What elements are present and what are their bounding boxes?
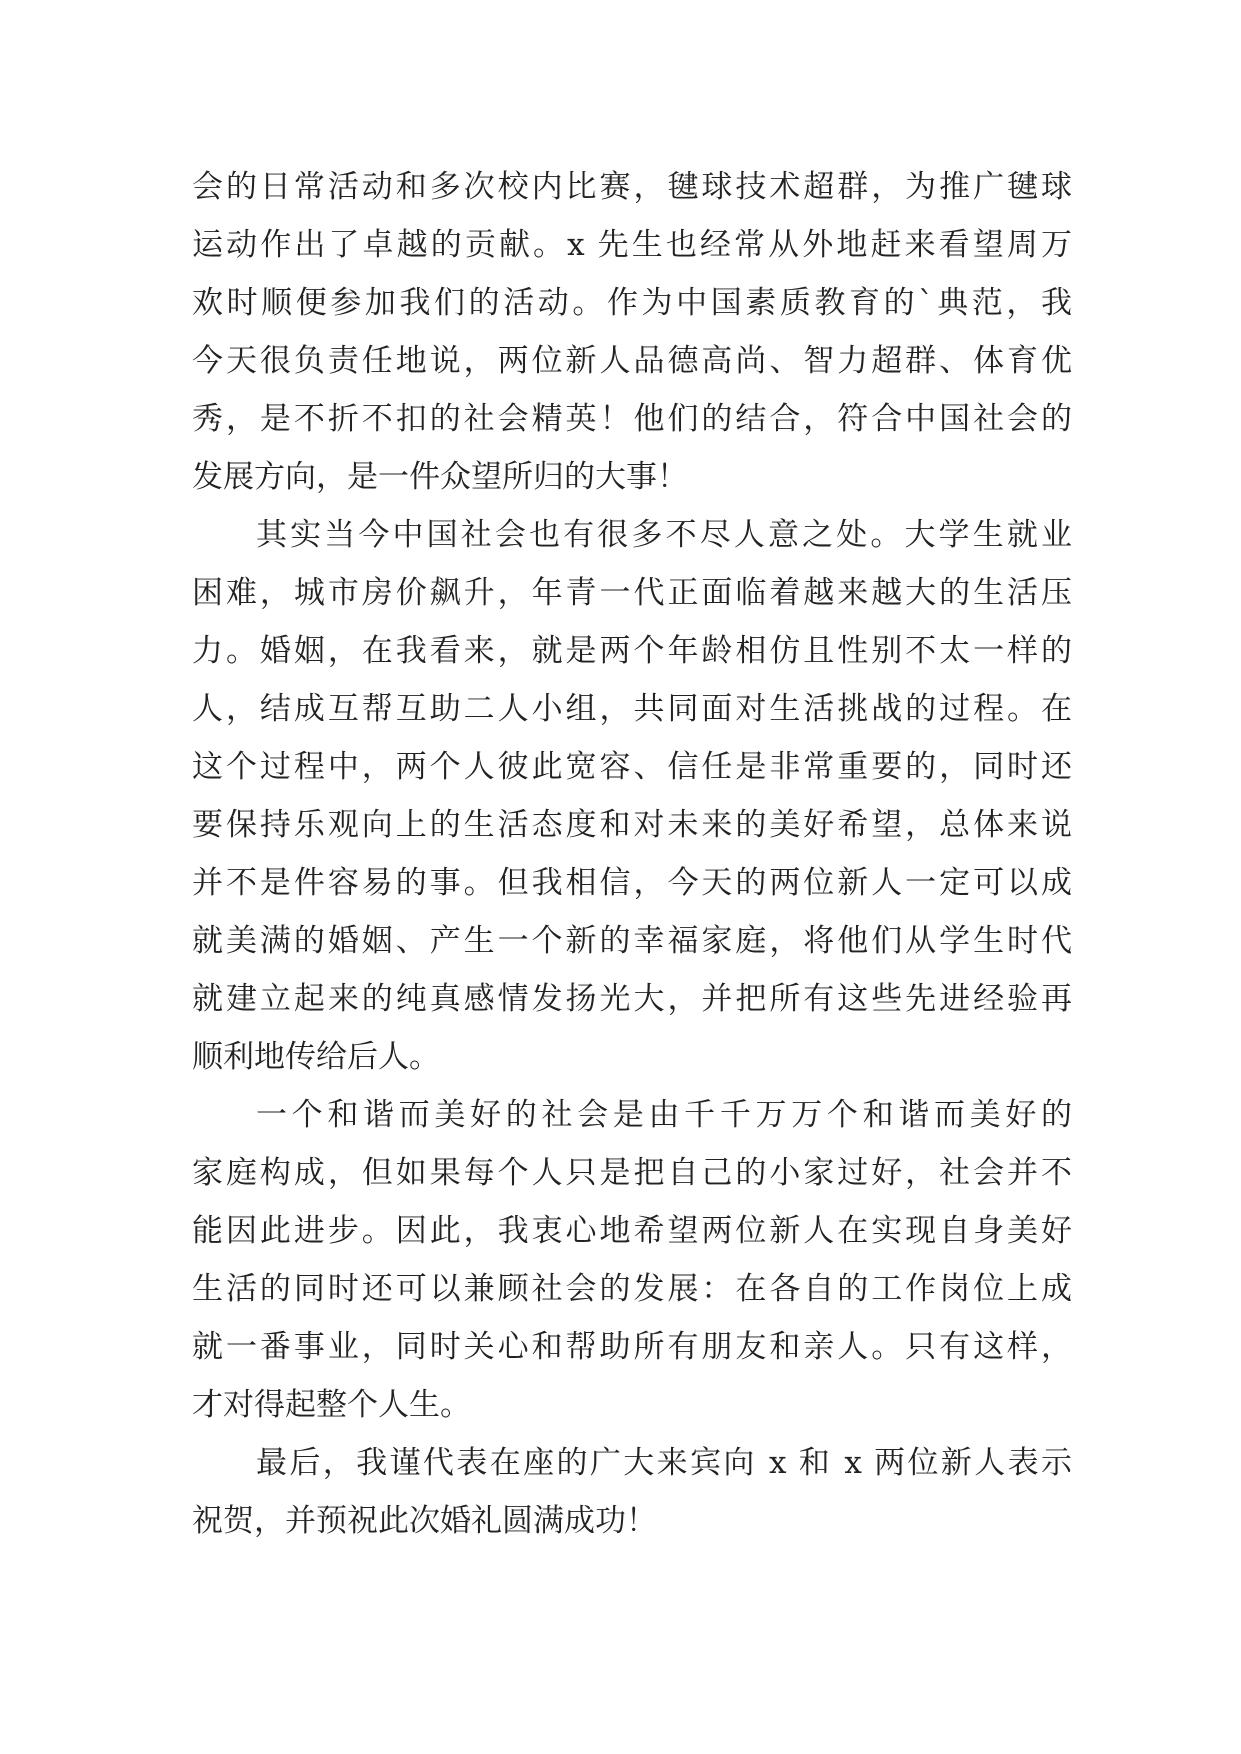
paragraph-2 <box>192 506 1072 1086</box>
text-line: 欢时顺便参加我们的活动。作为中国素质教育的`典范，我 <box>192 285 1072 321</box>
text-line: 就建立起来的纯真感情发扬光大，并把所有这些先进经验再 <box>192 981 1072 1017</box>
text-line: 祝贺，并预祝此次婚礼圆满成功！ <box>192 1503 657 1539</box>
text-line: 顺利地传给后人。 <box>192 1039 440 1075</box>
text-line: 要保持乐观向上的生活态度和对未来的美好希望，总体来说 <box>192 807 1072 843</box>
text-line: 今天很负责任地说，两位新人品德高尚、智力超群、体育优 <box>192 343 1072 379</box>
text-line: 才对得起整个人生。 <box>192 1387 471 1423</box>
text-line: 生活的同时还可以兼顾社会的发展：在各自的工作岗位上成 <box>192 1271 1072 1307</box>
paragraph-3 <box>192 1086 1072 1434</box>
text-line: 会的日常活动和多次校内比赛，毽球技术超群，为推广毽球 <box>192 169 1072 205</box>
text-line: 这个过程中，两个人彼此宽容、信任是非常重要的，同时还 <box>192 749 1072 785</box>
text-line: 力。婚姻，在我看来，就是两个年龄相仿且性别不太一样的 <box>192 633 1072 669</box>
text-line: 困难，城市房价飙升，年青一代正面临着越来越大的生活压 <box>192 575 1072 611</box>
text-line: 人，结成互帮互助二人小组，共同面对生活挑战的过程。在 <box>192 691 1072 727</box>
text-line: 发展方向，是一件众望所归的大事！ <box>192 459 688 495</box>
text-line: 运动作出了卓越的贡献。x 先生也经常从外地赶来看望周万 <box>192 227 1072 263</box>
text-line: 能因此进步。因此，我衷心地希望两位新人在实现自身美好 <box>192 1213 1072 1249</box>
document-body <box>192 158 1072 1550</box>
text-line: 家庭构成，但如果每个人只是把自己的小家过好，社会并不 <box>192 1155 1072 1191</box>
text-line: 最后，我谨代表在座的广大来宾向 x 和 x 两位新人表示 <box>256 1445 1072 1481</box>
text-line: 就美满的婚姻、产生一个新的幸福家庭，将他们从学生时代 <box>192 923 1072 959</box>
text-line: 并不是件容易的事。但我相信，今天的两位新人一定可以成 <box>192 865 1072 901</box>
paragraph-4 <box>192 1434 1072 1550</box>
paragraph-1 <box>192 158 1072 506</box>
text-line: 秀，是不折不扣的社会精英！他们的结合，符合中国社会的 <box>192 401 1072 437</box>
text-line: 其实当今中国社会也有很多不尽人意之处。大学生就业 <box>256 517 1072 553</box>
text-line: 一个和谐而美好的社会是由千千万万个和谐而美好的 <box>256 1097 1072 1133</box>
text-line: 就一番事业，同时关心和帮助所有朋友和亲人。只有这样， <box>192 1329 1072 1365</box>
